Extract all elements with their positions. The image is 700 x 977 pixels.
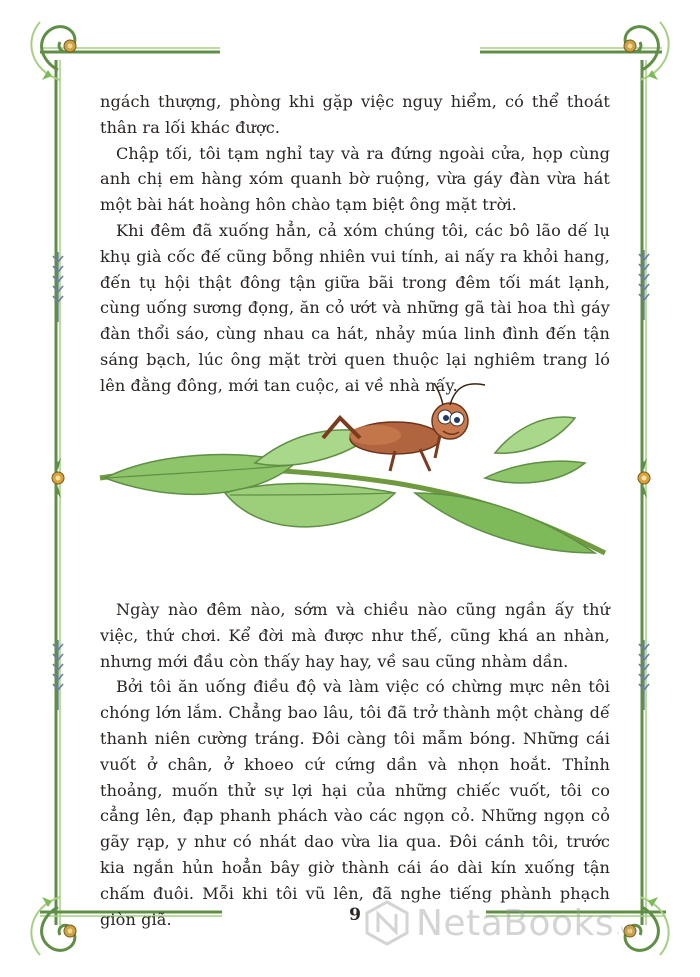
cricket-on-leaf-illustration <box>95 383 615 563</box>
body-text-bottom <box>100 597 610 932</box>
paragraph: Chập tối, tôi tạm nghỉ tay và ra đứng ngoài cửa, họp cùng anh chị em hàng xóm quanh bờ ruộng, vừa gáy đàn vừa hát một bài hát hoàng hôn chào tạm biệt ông mặt trời. <box>100 143 610 215</box>
netabooks-logo-icon <box>364 900 410 946</box>
cricket-figure <box>323 383 485 471</box>
paragraph: Bởi tôi ăn uống điều độ và làm việc có chừng mực nên tôi chóng lớn lắm. Chẳng bao lâu, tôi đã trở thành một chàng dế thanh niên cường tráng. Đôi càng tôi mẫm bóng. Những cái vuốt ở chân, ở khoeo cứ cứng dần và nhọn hoắt. Thỉnh thoảng, muốn thử sự lợi hại của những chiếc vuốt, tôi co cẳng lên, đạp phanh phách vào các ngọn cỏ. Những ngọn cỏ gãy rạp, y như có nhát dao vừa lia qua. Đôi cánh tôi, trước kia ngắn hủn hoẳn bây giờ thành cái áo dài kín xuống tận chấm đuôi. Mỗi khi tôi vũ lên, đã nghe tiếng phành phạch giòn giã. <box>100 677 610 929</box>
watermark-brand: NetaBooks <box>416 902 615 944</box>
body-text-top <box>100 89 610 399</box>
watermark-suffix: .vn <box>616 922 637 938</box>
paragraph: Ngày nào đêm nào, sớm và chiều nào cũng ngần ấy thứ việc, thứ chơi. Kể đời mà được như thế, cũng khá an nhàn, nhưng mới đầu còn thấy hay hay, về sau cũng nhàm dần. <box>100 600 610 671</box>
page-number: 9 <box>349 905 361 925</box>
netabooks-watermark <box>364 900 636 946</box>
paragraph: Khi đêm đã xuống hẳn, cả xóm chúng tôi, các bô lão dế lụ khụ già cốc đế cũng bỗng nhiên vui tính, ai nấy ra khỏi hang, đến tụ hội thật đông tận giữa bãi trong đêm tối mát lạnh, cùng uống sương đọng, ăn cỏ ướt và những gã tài hoa thì gáy đàn thổi sáo, cùng nhau ca hát, nhảy múa linh đình đến tận sáng bạch, lúc ông mặt trời quen thuộc lại nghiêm trang ló lên đằng đông, mới tan cuộc, ai về nhà nấy. <box>100 220 610 395</box>
paragraph: ngách thượng, phòng khi gặp việc nguy hiểm, có thể thoát thân ra lối khác được. <box>100 92 610 137</box>
